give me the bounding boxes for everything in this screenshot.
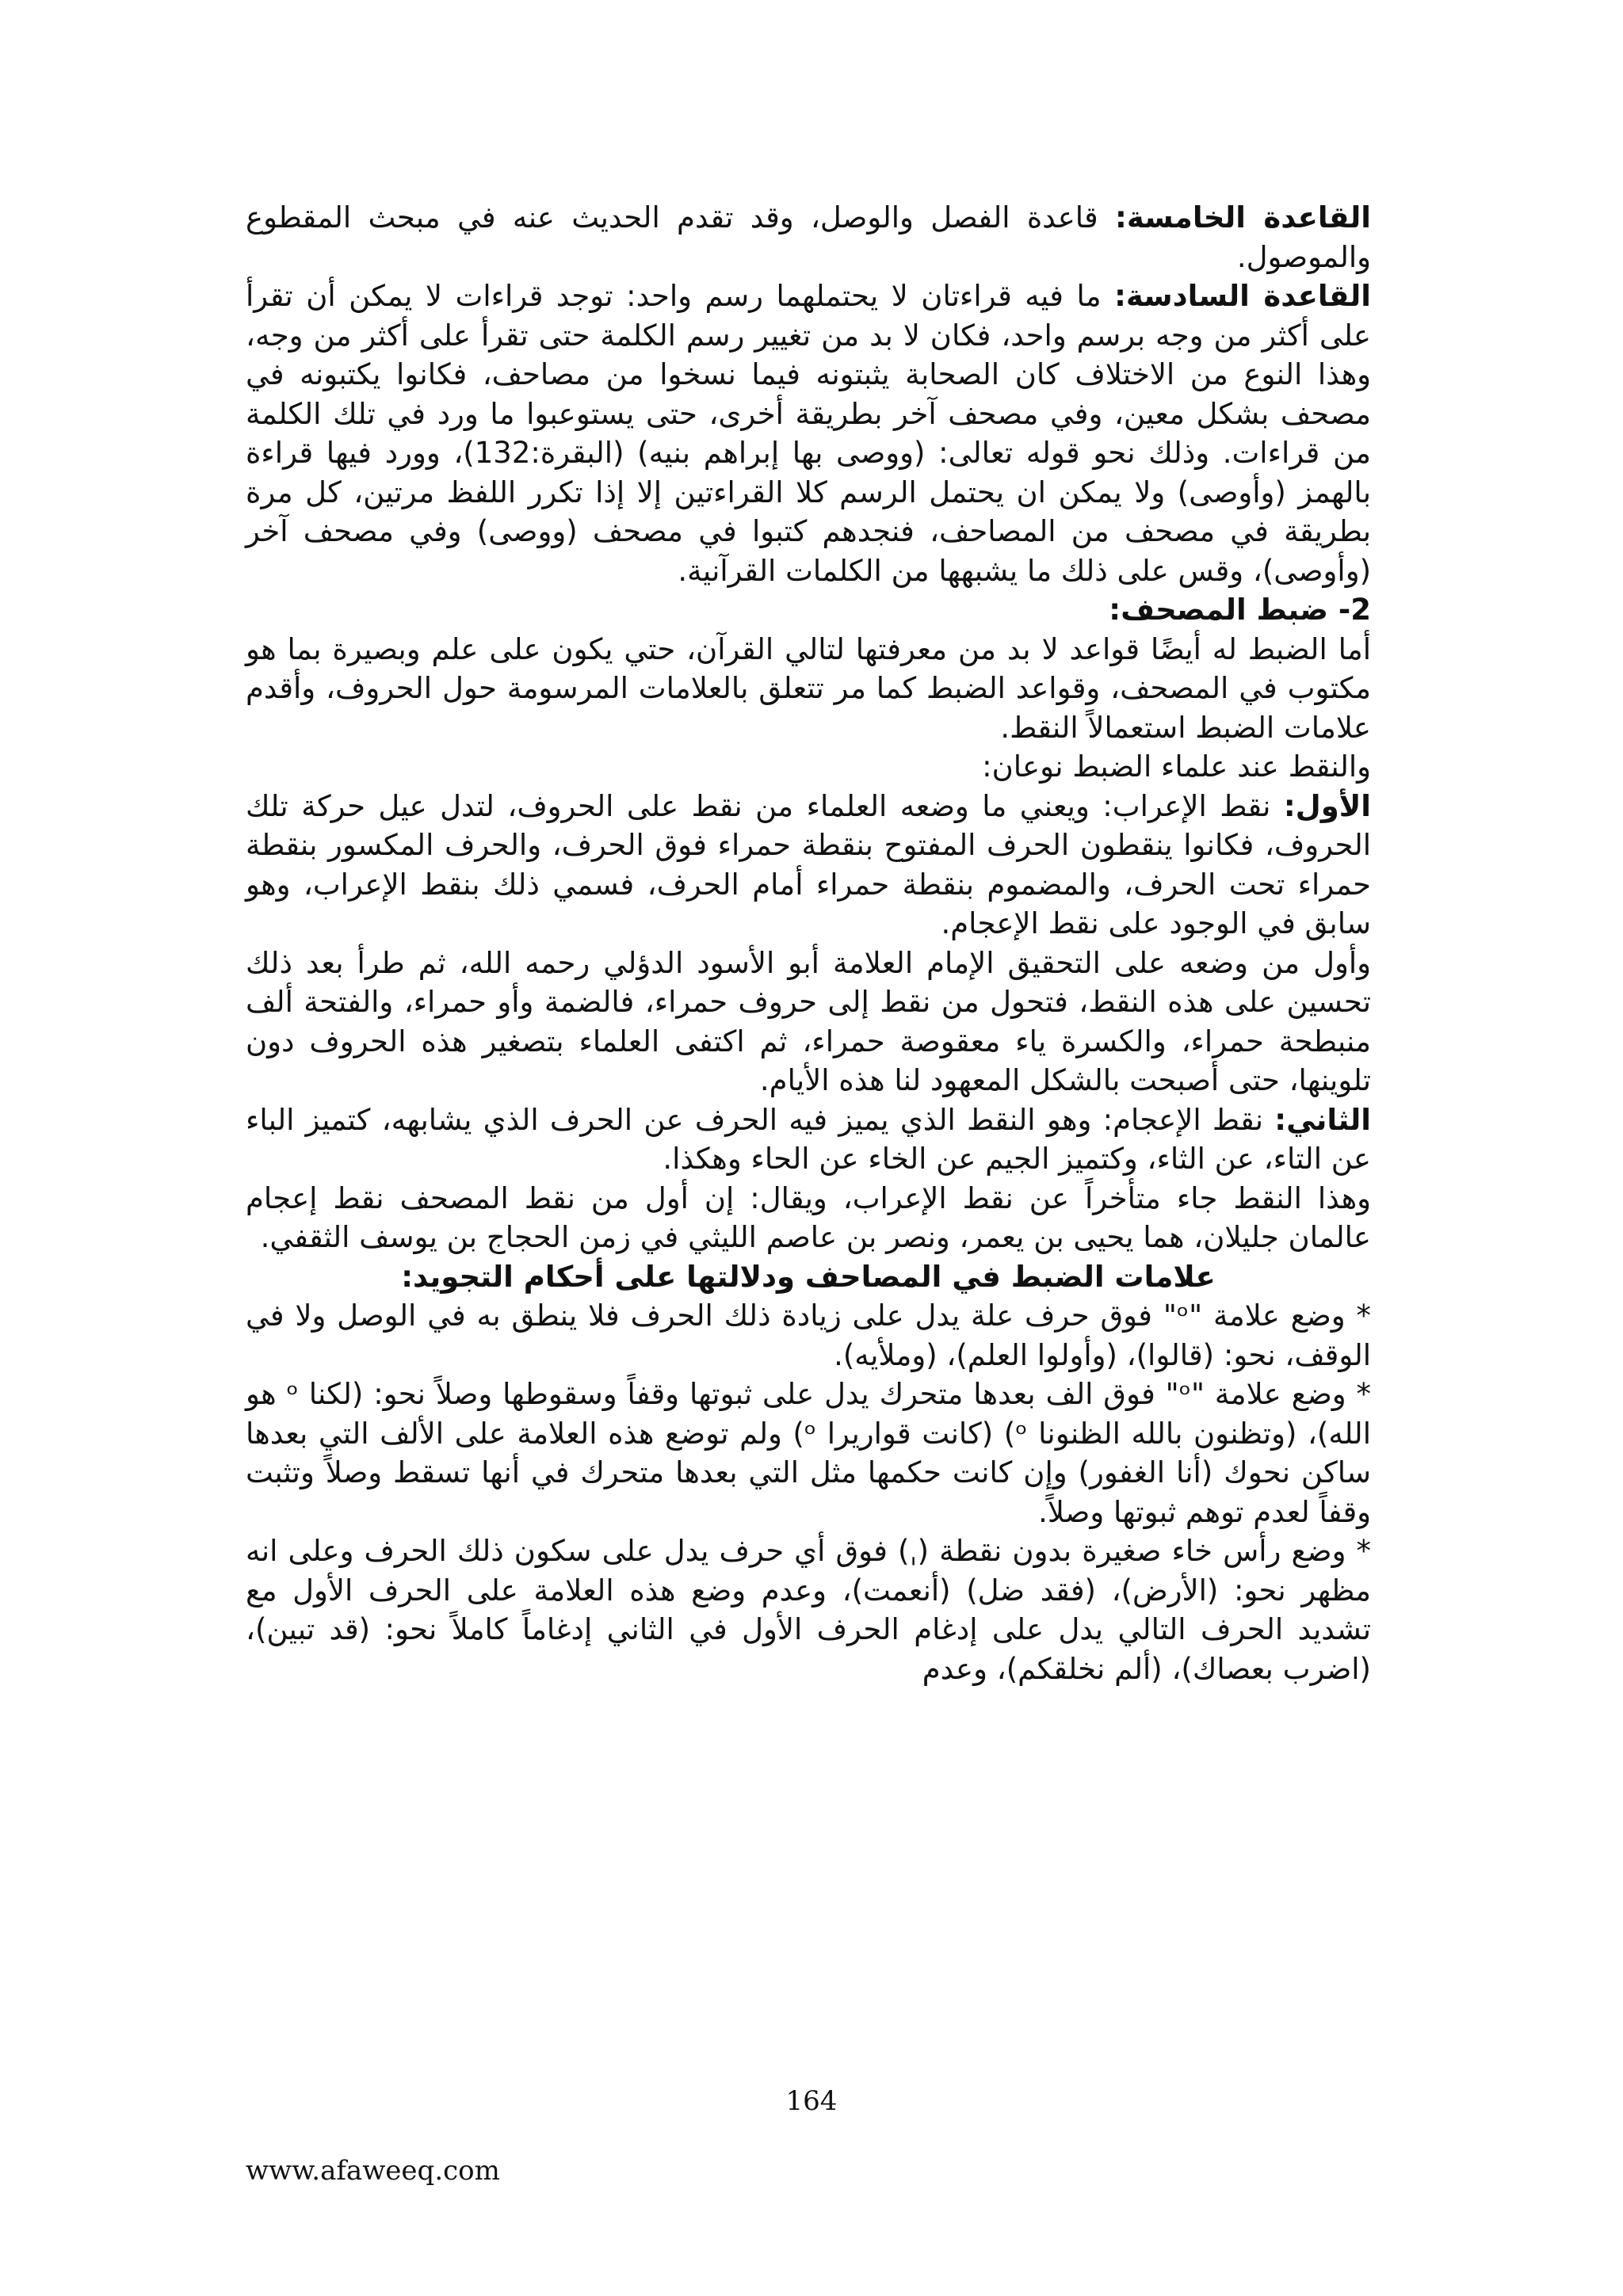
paragraph-second-type	[246, 1100, 1371, 1179]
paragraph-rule-six	[246, 277, 1371, 590]
paragraph-text: نقط الإعجام: وهو النقط الذي يميز فيه الحرف عن الحرف الذي يشابهه، كتميز الباء عن التاء، عن الثاء، وكتميز الجيم عن الخاء عن الحاء وهكذا.	[246, 1102, 1371, 1176]
paragraph-text: * وضع علامة "ᵒ" فوق حرف علة يدل على زيادة ذلك الحرف فلا ينطق به في الوصل ولا في الوقف، نحو: (قالوا)، (وأولوا العلم)، (وملأيه).	[246, 1299, 1371, 1372]
paragraph-text: وأول من وضعه على التحقيق الإمام العلامة أبو الأسود الدؤلي رحمه الله، ثم طرأ بعد ذلك تحسين على هذه النقط، فتحول من نقط إلى حروف حمراء، فالضمة وأو حمراء، والفتحة ألف منبطحة حمراء، والكسرة ياء معقوصة حمراء، ثم اكتفى العلماء بتصغير هذه الحروف دون تلوينها، حتى أصبحت بالشكل المعهود لنا هذه الأيام.	[246, 945, 1371, 1097]
page-body	[246, 198, 1371, 1688]
list-item-mark-two	[246, 1375, 1371, 1531]
paragraph-naqt-types	[246, 747, 1371, 787]
paragraph-lead: الثاني:	[1274, 1102, 1371, 1137]
paragraph-first-type	[246, 787, 1371, 944]
paragraph-text: * وضع رأس خاء صغيرة بدون نقطة (ˌ) فوق أي حرف يدل على سكون ذلك الحرف وعلى انه مظهر نحو: (الأرض)، (فقد ضل) (أنعمت)، وعدم وضع هذه العلامة على الحرف الأول مع تشديد الحرف التالي يدل على إدغام الحرف الأول في الثاني إدغاماً كاملاً نحو: (قد تبين)، (اضرب بعصاك)، (ألم نخلقكم)، وعدم	[246, 1534, 1371, 1686]
paragraph-text: * وضع علامة "ᵒ" فوق الف بعدها متحرك يدل على ثبوتها وقفاً وسقوطها وصلاً نحو: (لكنا ᵒ هو الله)، (وتظنون بالله الظنونا ᵒ) (كانت قواريرا ᵒ) ولم توضع هذه العلامة على الألف التي بعدها ساكن نحوك (أنا الغفور) وإن كانت حكمها مثل التي بعدها متحرك في أنها تسقط وصلاً وتثبت وقفاً لعدم توهم ثبوتها وصلاً.	[246, 1377, 1372, 1529]
paragraph-text: والنقط عند علماء الضبط نوعان:	[982, 749, 1371, 784]
section-heading-mushaf-dabt	[246, 590, 1371, 630]
paragraph-text: قاعدة الفصل والوصل، وقد تقدم الحديث عنه في مبحث المقطوع والموصول.	[246, 200, 1371, 274]
paragraph-text: أما الضبط له أيضًا قواعد لا بد من معرفتها لتالي القرآن، حتي يكون على علم وبصيرة بما هو مكتوب في المصحف، وقواعد الضبط كما مر تتعلق بالعلامات المرسومة حول الحروف، وأقدم علامات الضبط استعمالاً النقط.	[246, 631, 1371, 745]
paragraph-lead: القاعدة السادسة:	[1114, 279, 1371, 313]
paragraph-lead: الأول:	[1283, 788, 1371, 823]
paragraph-lead: القاعدة الخامسة:	[1115, 200, 1371, 235]
paragraph-lead: 2- ضبط المصحف:	[1109, 593, 1371, 627]
paragraph-text: وهذا النقط جاء متأخراً عن نقط الإعراب، ويقال: إن أول من نقط المصحف نقط إعجام عالمان جليلان، هما يحيى بن يعمر، ونصر بن عاصم الليثي في زمن الحجاج بن يوسف الثقفي.	[246, 1180, 1371, 1254]
paragraph-lead: علامات الضبط في المصاحف ودلالتها على أحكام التجويد:	[401, 1259, 1216, 1294]
paragraph-dabt-intro	[246, 630, 1371, 748]
paragraph-text: نقط الإعراب: ويعني ما وضعه العلماء من نقط على الحروف، لتدل عيل حركة تلك الحروف، فكانوا ينقطون الحرف المفتوح بنقطة حمراء فوق الحرف، والحرف المكسور بنقطة حمراء تحت الحرف، والمضموم بنقطة حمراء أمام الحرف، فسمي ذلك بنقط الإعراب، وهو سابق في الوجود على نقط الإعجام.	[246, 788, 1371, 940]
section-heading-marks	[246, 1257, 1371, 1297]
paragraph-abu-al-aswad	[246, 944, 1371, 1100]
paragraph-rule-five	[246, 198, 1371, 277]
footer-url: www.afaweeq.com	[246, 2155, 500, 2187]
list-item-mark-three	[246, 1531, 1371, 1688]
paragraph-text: ما فيه قراءتان لا يحتملهما رسم واحد: توجد قراءات لا يمكن أن تقرأ على أكثر من وجه برسم واحد، فكان لا بد من تغيير رسم الكلمة حتى تقرأ على أكثر من وجه، وهذا النوع من الاختلاف كان الصحابة يثبتونه فيما نسخوا من مصاحف، فكانوا يكتبونه في مصحف بشكل معين، وفي مصحف آخر بطريقة أخرى، حتى يستوعبوا ما ورد في تلك الكلمة من قراءات. وذلك نحو قوله تعالى: (ووصى بها إبراهم بنيه) (البقرة:132)، وورد فيها قراءة بالهمز (وأوصى) ولا يمكن ان يحتمل الرسم كلا القراءتين إلا إذا تكرر اللفظ مرتين، كل مرة بطريقة في مصحف من المصاحف، فنجدهم كتبوا في مصحف (ووصى) وفي مصحف آخر (وأوصى)، وقس على ذلك ما يشبهها من الكلمات القرآنية.	[246, 279, 1371, 588]
list-item-mark-one	[246, 1296, 1371, 1375]
page-number: 164	[785, 2085, 838, 2117]
paragraph-ijam-history	[246, 1179, 1371, 1257]
